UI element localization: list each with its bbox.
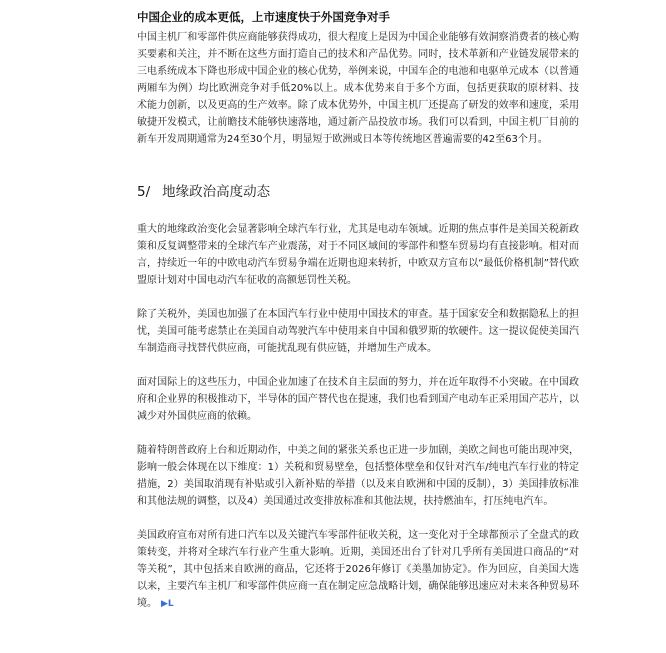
body-paragraph-5-text: 美国政府宣布对所有进口汽车以及关键汽车零部件征收关税，这一变化对于全球都预示了全盘式的政策转变，并将对全球汽车行业产生重大影响。近期，美国还出台了针对几乎所有美国进口商品的“对等关税”，其中包括来自欧洲的商品，它还将于2026年修订《美墨加协定》。作为回应，自美国大选以来，主要汽车主机厂和零部件供应商一直在制定应急战略计划，确保能够迅速应对未来各种贸易环境。 [137, 530, 579, 609]
section-title [137, 182, 579, 202]
section-title-text: 地缘政治高度动态 [162, 184, 271, 200]
end-mark-icon: ▶L [161, 599, 174, 609]
intro-heading: 中国企业的成本更低，上市速度快于外国竞争对手 [137, 10, 390, 24]
body-paragraph-3: 面对国际上的这些压力，中国企业加速了在技术自主层面的努力，并在近年取得不小突破。在中国政府和企业界的积极推动下，半导体的国产替代也在提速，我们也看到国产电动车正采用国产芯片，以减少对外国供应商的依赖。 [137, 377, 579, 422]
body-paragraph-4: 随着特朗普政府上台和近期动作，中美之间的紧张关系也正进一步加剧，美欧之间也可能出现冲突，影响一般会体现在以下维度：1）关税和贸易壁垒，包括整体壁垒和仅针对汽车/纯电汽车行业的特定措施，2）美国取消现有补贴或引入新补贴的举措（以及来自欧洲和中国的反制），3）美国排放标准和其他法规的调整，以及4）美国通过改变排放标准和其他法规，扶持燃油车，打压纯电汽车。 [137, 445, 579, 507]
body-paragraph-2: 除了关税外，美国也加强了在本国汽车行业中使用中国技术的审查。基于国家安全和数据隐私上的担忧，美国可能考虑禁止在美国自动驾驶汽车中使用来自中国和俄罗斯的软硬件。这一提议促使美国汽车制造商寻找替代供应商，可能扰乱现有供应链，并增加生产成本。 [137, 309, 579, 354]
intro-paragraph: 中国主机厂和零部件供应商能够获得成功，很大程度上是因为中国企业能够有效洞察消费者的核心购买要素和关注，并不断在这些方面打造自己的技术和产品优势。同时，技术革新和产业链发展带来的三电系统成本下降也形成中国企业的核心优势，举例来说，中国车企的电池和电驱单元成本（以普通两厢车为例）均比欧洲竞争对手低20%以上。成本优势来自于多个方面，包括更获取的原材料、技术能力创新，以及更高的生产效率。除了成本优势外，中国主机厂还提高了研发的效率和速度，采用敏捷开发模式，让前瞻技术能够快速落地，通过新产品投放市场。我们可以看到，中国主机厂目前的新车开发周期通常为24至30个月，明显短于欧洲或日本等传统地区普遍需要的42至63个月。 [137, 32, 579, 145]
body-paragraph-1: 重大的地缘政治变化会显著影响全球汽车行业，尤其是电动车领域。近期的焦点事件是美国关税新政策和反复调整带来的全球汽车产业震荡，对于不同区域间的零部件和整车贸易均有直接影响。相对而言，持续近一年的中欧电动汽车贸易争端在近期也迎来转折，中欧双方宣布以“最低价格机制”替代欧盟原计划对中国电动汽车征收的高额惩罚性关税。 [137, 224, 579, 286]
body-paragraph-5 [137, 527, 579, 613]
section-number: 5/ [137, 184, 151, 200]
document-page [137, 8, 579, 613]
